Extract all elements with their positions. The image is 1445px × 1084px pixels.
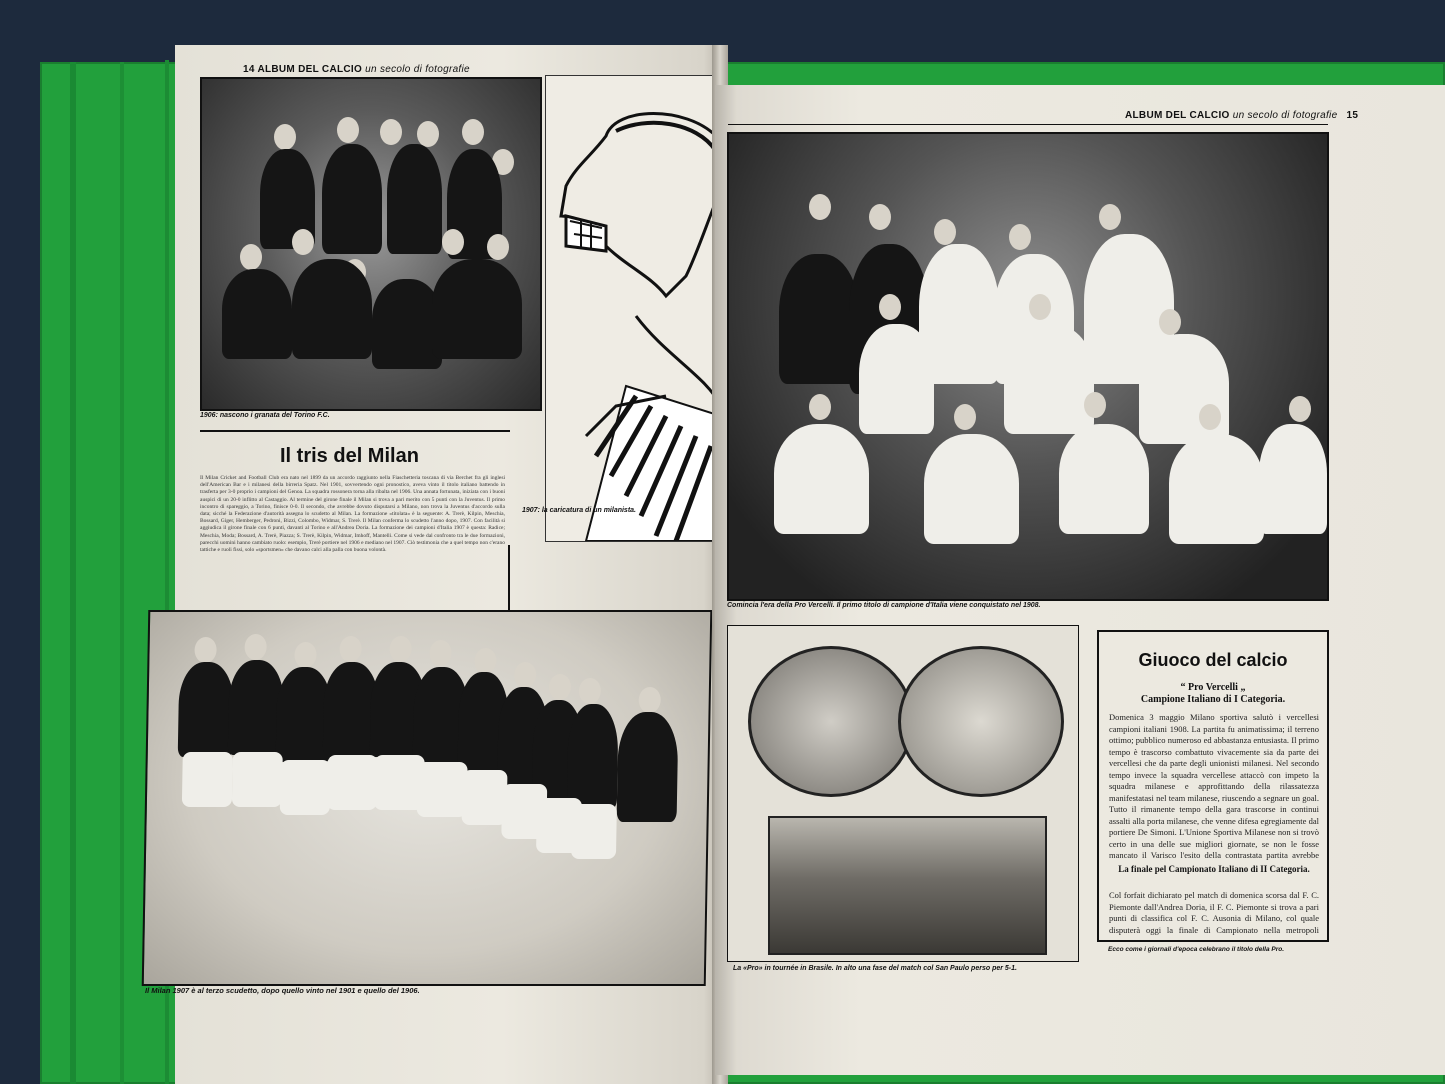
running-head-title: ALBUM DEL CALCIO [257,64,363,75]
running-head-subtitle: un secolo di fotografie [1232,110,1338,121]
caption-pro-vercelli: Comincia l'era della Pro Vercelli. Il primo titolo di campione d'Italia viene conquistato nel 1908. [727,602,1041,609]
caption-newspaper: Ecco come i giornali d'epoca celebrano il titolo della Pro. [1108,946,1285,953]
news-body: Domenica 3 maggio Milano sportiva salutò i vercellesi campioni italiani 1908. La partita fu animatissima; il terreno ottimo; pubblico numeroso ed abbastanza entusiasta. Il primo tempo è trascorso combattuto vivacemente sia da parte dei vercellesi che da parte degli unionisti milanesi. Nel secondo tempo invece la squadra vercellese attaccò con impeto la squadra milanese e approfittando della rilassatezza manifestatasi nel team milanese, riuscendo a segnare un goal. Tutto il rimanente tempo della gara trascorse in continui assalti alla porta milanese, che venne difesa egregiamente dal portiere De Simoni. L'Unione Sportiva Milanese non si trovò certo in una delle sue migliori giornate, se non le fosse mancato il Varisco l'esito della contrastata partita avrebbe [1109,712,1319,860]
photo-milan-1907 [142,610,713,986]
caption-torino: 1906: nascono i granata del Torino F.C. [200,412,330,419]
newspaper-clipping [1097,630,1329,942]
caption-brasile: La «Pro» in tournée in Brasile. In alto una fase del match col San Paulo perso per 5-1. [733,965,1017,972]
article-text: Il Milan Cricket and Football Club era nato nel 1899 da un accordo raggiunto nella Fiaschetteria toscana di via Berchet fra gli inglesi dell'American Bar e i milanesi della birreria Spatz. Nel 1901, sovvertendo ogni pronostico, aveva vinto il titolo italiano battendo in trasferta per 3-0 proprio i campioni del Genoa. La squadra rossonera torna alla ribalta nel 1906. Una annata fortunata, iniziata con i buoni auspici di un 20-0 inflitto al Castaggio. Al termine del girone finale il Milan si trova a pari merito con 5 punti con la Juventus. Il primo incontro di spareggio, a Torino, finisce 0-0. Il secondo, che avrebbe dovuto disputarsi a Milano, non trova la Juventus d'accordo sulla data; sicché la Federazione d'autorità assegna lo scudetto al Milan. La formazione «titolata» è la seguente: A. Trerè, Kilpin, Meschia, Bossard, Giger, Hemberger, Pedroni, Bizzi, Colombo, Widmar, S. Trerè. Il Milan conferma lo scudetto l'anno dopo, 1907. Con facilità si aggiudica il girone finale con 6 punti, davanti al Torino e all'Andrea Doria. La formazione dei campioni d'Italia 1907 è questa: Radice; Meschia, Moda; Bossard, A. Trerè, Piazza; S. Trerè, Kilpin, Widmar, Imhoff, Mantelli. Come si vede dal confronto tra le due formazioni, parecchi uomini hanno cambiato ruolo: esempio, Trerè portiere nel 1906 e mediano nel 1907. Ciò testimonia che a quel tempo non c'erano tattiche e ruoli fissi, solo «sportsmen» che davano calci alla palla con buona volontà. [200,475,505,554]
binder-edge [70,62,76,1084]
news-body-2: Col forfait dichiarato pel match di domenica scorsa dal F. C. Piemonte dall'Andrea Doria, il F. C. Piemonte si trova a pari punti di classifica col F. C. Ausonia di Milano, col quale disputerà oggi la finale di Campionato nella metropoli [1109,890,1319,935]
photo-pro-vercelli [727,132,1329,601]
caption-caricature: 1907: la caricatura di un milanista. [522,507,636,514]
photo-match-oval-right [898,646,1064,797]
running-head-title: ALBUM DEL CALCIO [1125,110,1230,121]
news-headline-2: Campione Italiano di I Categoria. [1140,694,1286,705]
article-rule-top [200,430,510,432]
news-subhead: La finale pel Campionato Italiano di II Categoria. [1118,864,1310,874]
photo-match-oval-left [748,646,914,797]
running-head-subtitle: un secolo di fotografie [365,64,470,75]
left-running-head [243,64,470,75]
page-number: 15 [1346,110,1359,121]
running-head-rule [728,124,1328,125]
photo-brasile-composite [727,625,1079,962]
caricature-svg [546,76,721,541]
binder-edge [120,62,124,1084]
news-title: Giuoco del calcio [1138,650,1288,670]
article-rule-side [508,545,510,615]
photo-torino-team [200,77,542,411]
caption-milan: Il Milan 1907 è al terzo scudetto, dopo quello vinto nel 1901 e quello del 1906. [145,986,420,995]
news-headline-1: “ Pro Vercelli „ [1180,682,1246,693]
page-number: 14 [243,64,255,75]
article-title: Il tris del Milan [280,445,419,467]
right-running-head [1125,110,1358,121]
caricature-drawing [545,75,722,542]
photo-banquet [768,816,1047,955]
